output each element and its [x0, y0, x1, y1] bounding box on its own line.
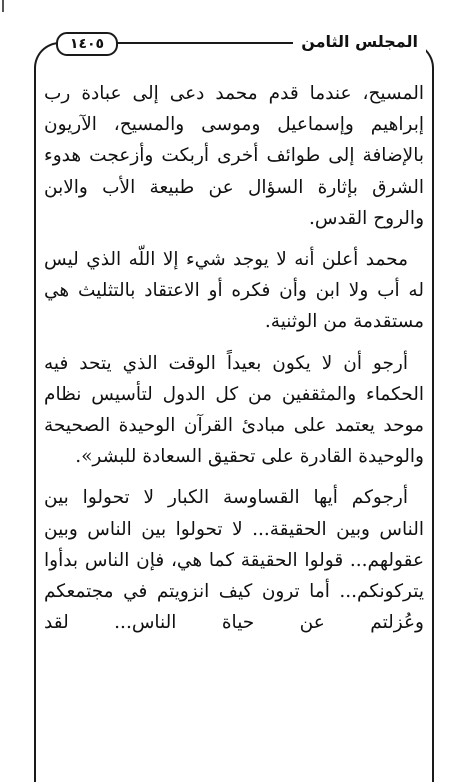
paragraph-1: المسيح، عندما قدم محمد دعى إلى عبادة رب إبراهيم وإسماعيل وموسى والمسيح، الآريون بالإضافة إلى طوائف أخرى أربكت وأزعجت هدوء الشرق بإثارة السؤال عن طبيعة الأب والابن والروح القدس.: [44, 83, 424, 229]
paragraph-3: أرجو أن لا يكون بعيداً الوقت الذي يتحد فيه الحكماء والمثقفين من كل الدول لتأسيس نظام موحد يعتمد على مبادئ القرآن الوحيدة الصحيحة والوحيدة القادرة على تحقيق السعادة للبشر».: [44, 352, 424, 468]
paragraph-4: أرجوكم أيها القساوسة الكبار لا تحولوا بين الناس وبين الحقيقة... لا تحولوا بين الناس وبين عقولهم... قولوا الحقيقة كما هي، فإن الناس بدأوا يتركونكم... أما ترون كيف انزويتم في مجتمعكم وعُزلتم عن حياة الناس... لقد: [44, 487, 424, 634]
paragraph-2: محمد أعلن أنه لا يوجد شيء إلا اللّه الذي ليس له أب ولا ابن وأن فكره أو الاعتقاد بالتثليث هي مستقدمة من الوثنية.: [44, 249, 424, 333]
page-body-text: [44, 78, 424, 638]
page-number-badge: ١٤٠٥: [56, 32, 118, 56]
chapter-title: المجلس الثامن: [293, 30, 426, 54]
page-edge-mark: [2, 0, 4, 12]
